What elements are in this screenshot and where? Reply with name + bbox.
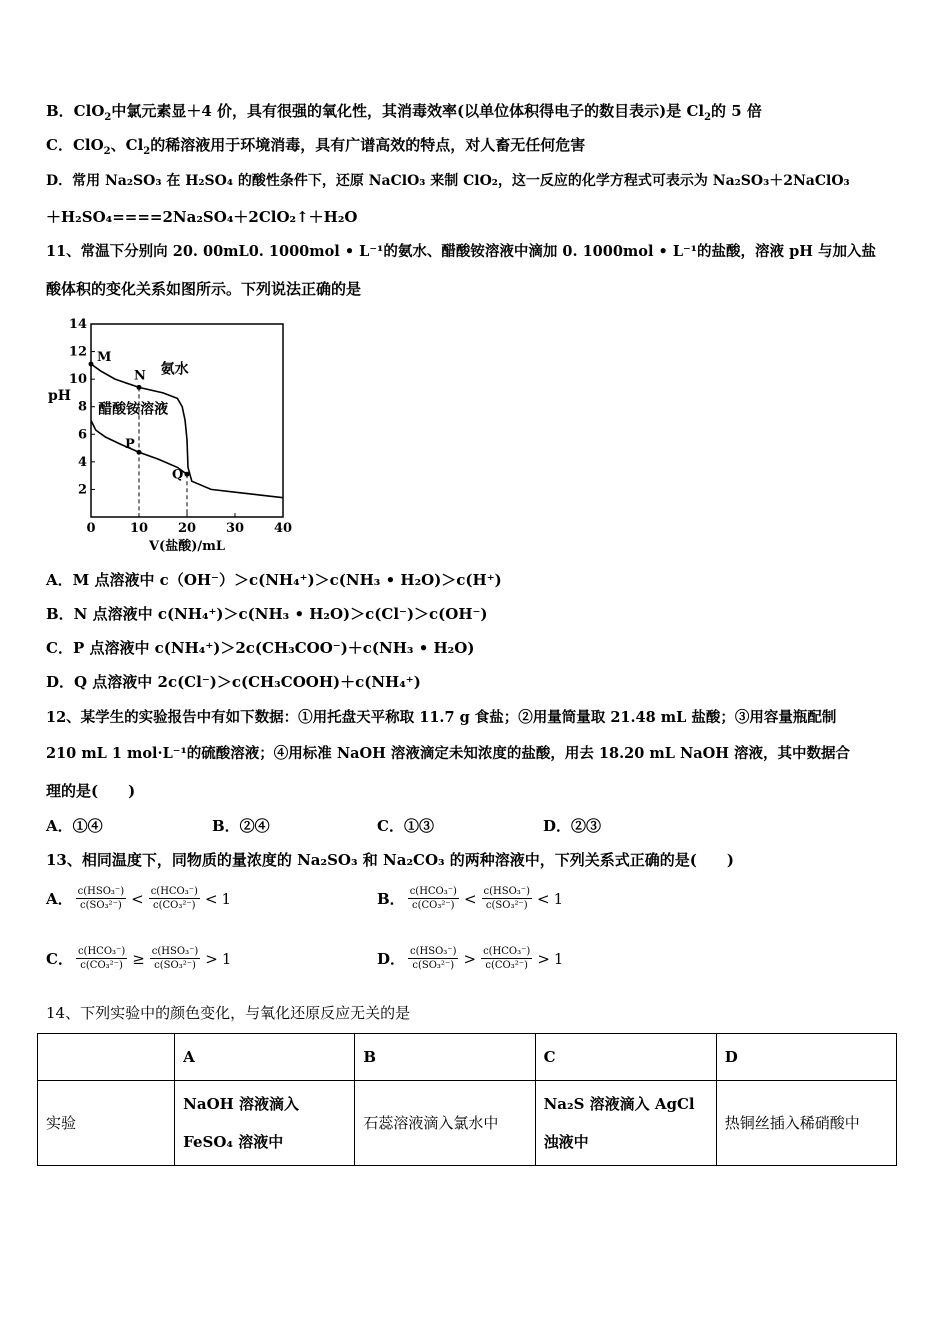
x-tick-label: 30: [225, 521, 245, 536]
y-tick-label: 4: [77, 454, 87, 470]
table-row: [38, 1081, 897, 1166]
point-label-n: N: [134, 368, 146, 384]
q10-option-c: C．ClO$_2$、$Cl_2$的稀溶液用于环境消毒，具有广谱高效的特点，对人畜无任何危害: [46, 136, 586, 157]
q10-option-d-line1: D．常用 Na₂SO₃ 在 H₂SO₄ 的酸性条件下，还原 NaClO₃ 来制 ClO₂，这一反应的化学方程式可表示为 Na₂SO₃＋2NaClO₃: [46, 173, 850, 189]
q13-option-c: C． $\frac{\text{c(HCO₃⁻)}}{\text{c(CO₃²⁻)}}$ ≥ $\frac{\text{c(HSO₃⁻)}}{\text{c(SO₃²⁻)}}$ > 1: [46, 946, 232, 971]
point-m: [89, 361, 94, 366]
q11-option-b: B．N 点溶液中 c(NH₄⁺)＞c(NH₃ • H₂O)＞c(Cl⁻)＞c(OH⁻): [46, 605, 488, 623]
q13-option-d: D． $\frac{\text{c(HSO₃⁻)}}{\text{c(SO₃²⁻)}}$ > $\frac{\text{c(HCO₃⁻)}}{\text{c(CO₃²⁻)}}$ > 1: [377, 946, 564, 971]
q13-option-a: A． $\frac{\text{c(HSO₃⁻)}}{\text{c(SO₃²⁻)}}$ < $\frac{\text{c(HCO₃⁻)}}{\text{c(CO₃²⁻)}}$ < 1: [46, 886, 232, 911]
header-cell-a: A: [175, 1034, 355, 1081]
y-tick-label: 2: [77, 482, 87, 498]
q11-stem-line2: 酸体积的变化关系如图所示。下列说法正确的是: [46, 280, 362, 298]
cell-a: NaOH 溶液滴入 FeSO₄ 溶液中: [175, 1081, 355, 1166]
y-tick-label: 10: [68, 372, 87, 388]
q11-option-d: D．Q 点溶液中 2c(Cl⁻)＞c(CH₃COOH)＋c(NH₄⁺): [46, 673, 421, 691]
table-header-row: [38, 1034, 897, 1081]
q11-stem-line1: 11、常温下分别向 20. 00mL0. 1000mol • L⁻¹的氨水、醋酸铵溶液中滴加 0. 1000mol • L⁻¹的盐酸，溶液 pH 与加入盐: [46, 243, 876, 260]
header-cell-c: C: [535, 1034, 716, 1081]
x-tick-label: 10: [129, 521, 149, 536]
header-cell-d: D: [716, 1034, 896, 1081]
header-cell-empty: [38, 1034, 175, 1081]
q12-option-a: A．①④: [46, 817, 103, 835]
plot-frame: [91, 324, 283, 517]
y-tick-label: 12: [68, 344, 87, 360]
point-p: [137, 450, 142, 455]
y-tick-label: 6: [77, 427, 87, 443]
q12-stem-line3: 理的是( ): [46, 782, 136, 800]
y-tick-label: 14: [68, 317, 87, 332]
q10-option-b: B．ClO$_2$中氯元素显＋4 价，具有很强的氧化性，其消毒效率(以单位体积得电子的数目表示)是 $Cl_2$的 5 倍: [46, 102, 762, 123]
point-label-m: M: [97, 349, 112, 365]
q13-stem: 13、相同温度下，同物质的量浓度的 Na₂SO₃ 和 Na₂CO₃ 的两种溶液中，下列关系式正确的是( ): [46, 851, 735, 869]
q12-option-c: C．①③: [377, 817, 434, 835]
y-axis-label: pH: [48, 387, 72, 404]
y-tick-label: 8: [77, 399, 87, 415]
q14-stem: 14、下列实验中的颜色变化，与氧化还原反应无关的是: [46, 1004, 411, 1022]
point-label-q: Q: [172, 467, 184, 483]
x-tick-label: 40: [273, 521, 293, 536]
q14-experiment-table: [37, 1033, 897, 1166]
q10-option-d-line2: ＋H₂SO₄====2Na₂SO₄＋2ClO₂↑＋H₂O: [46, 208, 358, 226]
q12-stem-line2: 210 mL 1 mol·L⁻¹的硫酸溶液；④用标准 NaOH 溶液滴定未知浓度的盐酸，用去 18.20 mL NaOH 溶液，其中数据合: [46, 745, 850, 762]
point-n: [137, 385, 142, 390]
q12-option-d: D．②③: [543, 817, 602, 835]
x-tick-label: 0: [86, 521, 96, 536]
q12-option-b: B．②④: [212, 817, 270, 835]
q11-option-c: C．P 点溶液中 c(NH₄⁺)＞2c(CH₃COO⁻)＋c(NH₃ • H₂O): [46, 639, 475, 657]
q13-option-b: B． $\frac{\text{c(HCO₃⁻)}}{\text{c(CO₃²⁻)}}$ < $\frac{\text{c(HSO₃⁻)}}{\text{c(SO₃²⁻)}}$ < 1: [377, 886, 564, 911]
q11-option-a: A．M 点溶液中 c（OH⁻）＞c(NH₄⁺)＞c(NH₃ • H₂O)＞c(H⁺): [46, 571, 502, 589]
header-cell-b: B: [355, 1034, 535, 1081]
x-axis-label: V(盐酸)/mL: [148, 539, 226, 554]
q12-stem-line1: 12、某学生的实验报告中有如下数据：①用托盘天平称取 11.7 g 食盐；②用量筒量取 21.48 mL 盐酸；③用容量瓶配制: [46, 709, 837, 726]
cell-d: 热铜丝插入稀硝酸中: [716, 1081, 896, 1166]
cell-b: 石蕊溶液滴入氯水中: [355, 1081, 535, 1166]
row-label: 实验: [38, 1081, 175, 1166]
point-q: [185, 472, 190, 477]
series-label-ammonium-acetate: 醋酸铵溶液: [98, 401, 169, 418]
x-tick-label: 20: [177, 521, 197, 536]
ph-titration-chart: [40, 312, 310, 557]
cell-c: Na₂S 溶液滴入 AgCl 浊液中: [535, 1081, 716, 1166]
series-label-ammonia: 氨水: [160, 361, 189, 378]
point-label-p: P: [125, 437, 135, 453]
